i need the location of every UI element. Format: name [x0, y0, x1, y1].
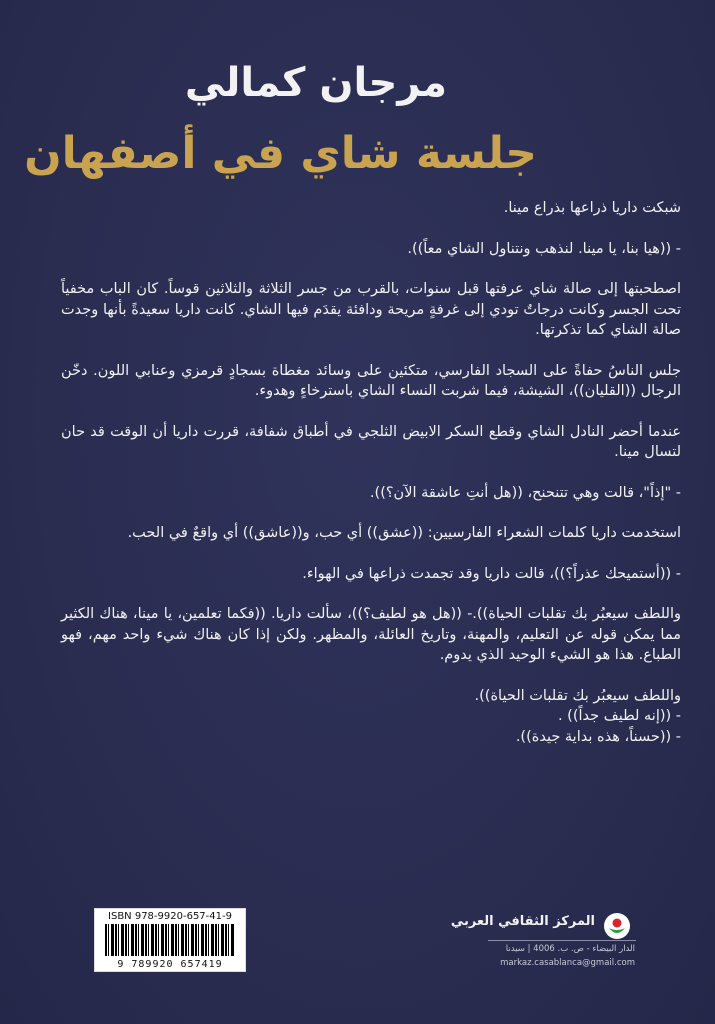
blurb-paragraph: - "إذاً"، قالت وهي تتنحنح، ((هل أنتِ عاشقة الآن؟)).: [369, 484, 681, 501]
book-title: جلسة شاي في أصفهان: [24, 128, 537, 179]
blurb-closing-line: - ((حسناً، هذه بداية جيدة)).: [515, 728, 681, 745]
blurb-closing-line: - ((إنه لطيف جداً)) .: [557, 708, 681, 724]
blurb-paragraph: واللطف سيعبُر بك تقلبات الحياة)).- ((هل هو لطيف؟))، سألت داريا. ((فكما تعلمين، يا مينا، هناك الكثير مما يمكن قوله عن التعليم، والمهنة، وتاريخ العائلة، والمظهر. ولكن إذا كان هناك شيء واحد مهم، فهو الطباع. هذا هو الشيء الوحيد الذي يدوم.: [61, 606, 681, 663]
publisher-address: الدار البيضاء - ص. ب. 4006 | سيدنا: [505, 944, 635, 954]
author-name: مرجان كمالي: [184, 60, 447, 106]
isbn-barcode: [94, 908, 246, 972]
publisher-email: markaz.casablanca@gmail.com: [500, 958, 635, 968]
publisher-logo-icon: [603, 912, 631, 940]
blurb-closing-line: واللطف سيعبُر بك تقلبات الحياة)).: [474, 687, 681, 704]
blurb-paragraph: اصطحبتها إلى صالة شاي عرفتها قبل سنوات، بالقرب من جسر الثلاثة والثلاثين قوساً. كان الباب مخفياً تحت الجسر وكانت درجاتٌ تودي إلى غرفةٍ مريحة ودافئة يقدَم فيها الشاي. كانت داريا سعيدةً بأنها وجدت صالة الشاي كما تذكرتها.: [61, 281, 681, 338]
publisher-divider: [488, 940, 636, 941]
isbn-digits: 9 789920 657419: [117, 959, 223, 970]
blurb-paragraph: جلس الناسُ حفاةً على السجاد الفارسي، متكئين على وسائد مغطاة بسجادٍ قرمزي وعنابي اللون. دخّن الرجال ((القليان))، الشيشة، فيما شربت النساء الشاي باسترخاءٍ وهدوء.: [61, 362, 681, 399]
barcode-bars: [105, 924, 235, 956]
publisher-name: المركز الثقافي العربي: [450, 914, 595, 929]
isbn-label: ISBN 978-9920-657-41-9: [108, 911, 232, 922]
blurb-paragraph: عندما أحضر النادل الشاي وقطع السكر الابيض الثلجي في أطباق شفافة، قررت داريا أن الوقت قد حان لتسال مينا.: [61, 423, 681, 460]
blurb-paragraph: استخدمت داريا كلمات الشعراء الفارسيين: ((عشق)) أي حب، و((عاشق)) أي واقعٌ في الحب.: [127, 525, 681, 541]
blurb-paragraph: - ((هيا بنا، يا مينا. لنذهب ونتناول الشاي معاً)).: [407, 240, 681, 257]
blurb-paragraph: شبكت داريا ذراعها بذراع مينا.: [503, 200, 681, 216]
blurb-text: [61, 198, 681, 747]
blurb-paragraph: - ((أستميحك عذراً؟))، قالت داريا وقد تجمدت ذراعها في الهواء.: [302, 565, 681, 582]
